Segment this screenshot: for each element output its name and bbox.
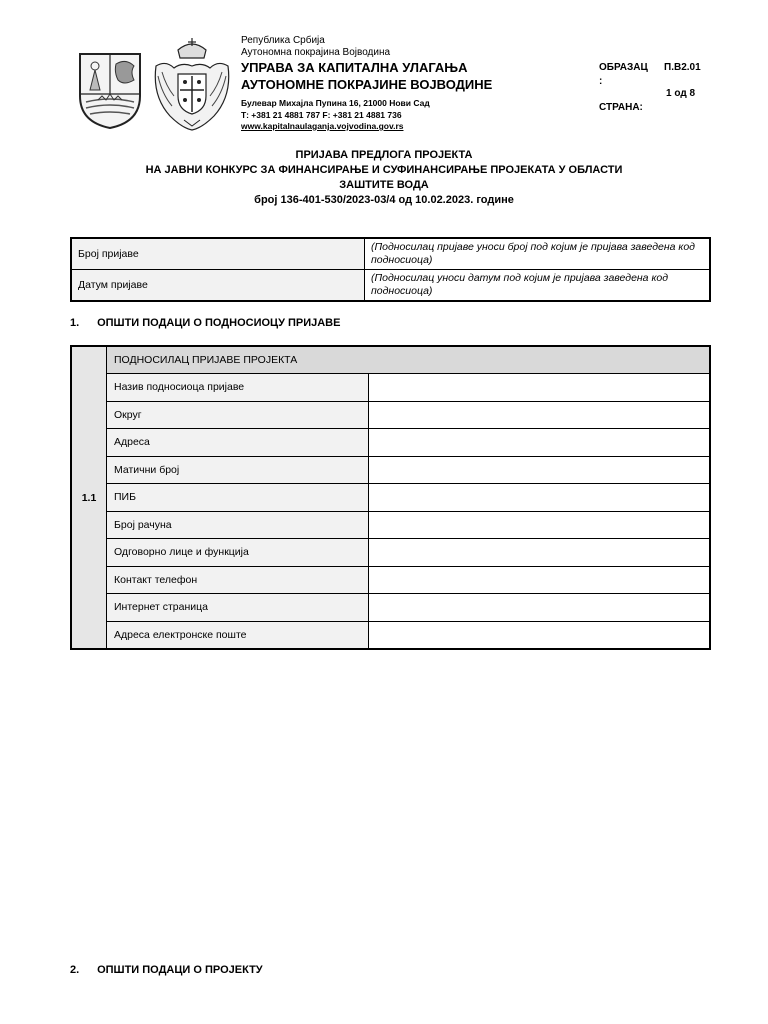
bank-account-field[interactable] (369, 511, 711, 539)
contact-phone-label: Контакт телефон (107, 566, 369, 594)
applicant-name-label: Назив подносиоца пријаве (107, 374, 369, 402)
table-row (71, 238, 710, 270)
registration-id-field[interactable] (369, 456, 711, 484)
section-2-heading (70, 964, 263, 976)
section-2-title: ОПШТИ ПОДАЦИ О ПРОЈЕКТУ (97, 964, 263, 976)
organization-phone-fax: Т: +381 21 4881 787 F: +381 21 4881 736 (241, 110, 402, 120)
serbia-coat-of-arms-icon (148, 36, 236, 134)
document-title (0, 148, 768, 208)
organization-website-link[interactable]: www.kapitalnaulaganja.vojvodina.gov.rs (241, 121, 404, 131)
title-line-4: број 136-401-530/2023-03/4 од 10.02.2023. године (254, 194, 514, 206)
vojvodina-coat-of-arms-icon (76, 50, 144, 130)
applicant-name-field[interactable] (369, 374, 711, 402)
title-line-1: ПРИЈАВА ПРЕДЛОГА ПРОЈЕКТА (295, 149, 473, 161)
republic-name: Република Србија (241, 35, 325, 46)
tax-id-label: ПИБ (107, 484, 369, 512)
applicant-table-header: ПОДНОСИЛАЦ ПРИЈАВЕ ПРОЈЕКТА (107, 346, 711, 374)
contact-phone-field[interactable] (369, 566, 711, 594)
section-1-number: 1. (70, 317, 80, 329)
email-field[interactable] (369, 621, 711, 649)
registration-number-label: Број пријаве (71, 238, 365, 270)
section-2-number: 2. (70, 964, 80, 976)
table-row (71, 484, 710, 512)
table-row (71, 566, 710, 594)
section-1-title: ОПШТИ ПОДАЦИ О ПОДНОСИОЦУ ПРИЈАВЕ (97, 317, 341, 329)
district-field[interactable] (369, 401, 711, 429)
registration-date-field[interactable]: (Подносилац уноси датум под којим је пријава заведена код подносиоца) (365, 270, 711, 302)
org-info (241, 35, 571, 131)
table-row (71, 511, 710, 539)
responsible-person-field[interactable] (369, 539, 711, 567)
province-name: Аутономна покрајина Војводина (241, 47, 391, 58)
table-row (71, 429, 710, 457)
table-header-row (71, 346, 710, 374)
table-row (71, 456, 710, 484)
page-label: СТРАНА: (599, 102, 643, 113)
subsection-number: 1.1 (71, 346, 107, 649)
applicant-table (70, 345, 711, 650)
table-row (71, 594, 710, 622)
website-field[interactable] (369, 594, 711, 622)
registration-table (70, 237, 711, 302)
organization-address: Булевар Михајла Пупина 16, 21000 Нови Сад (241, 98, 430, 108)
organization-name-line1: УПРАВА ЗА КАПИТАЛНА УЛАГАЊА (241, 60, 468, 75)
tax-id-field[interactable] (369, 484, 711, 512)
table-row (71, 270, 710, 302)
registration-id-label: Матични број (107, 456, 369, 484)
address-label: Адреса (107, 429, 369, 457)
district-label: Округ (107, 401, 369, 429)
form-label: ОБРАЗАЦ (599, 62, 648, 73)
bank-account-label: Број рачуна (107, 511, 369, 539)
website-label: Интернет страница (107, 594, 369, 622)
page-value: 1 од 8 (666, 88, 696, 99)
address-field[interactable] (369, 429, 711, 457)
table-row (71, 621, 710, 649)
section-1-heading (70, 317, 340, 329)
table-row (71, 374, 710, 402)
organization-name-line2: АУТОНОМНЕ ПОКРАЈИНЕ ВОЈВОДИНЕ (241, 77, 493, 92)
table-row (71, 539, 710, 567)
form-code: П.В2.01 (664, 62, 701, 73)
title-line-2: НА ЈАВНИ КОНКУРС ЗА ФИНАНСИРАЊЕ И СУФИНАНСИРАЊЕ ПРОЈЕКАТА У ОБЛАСТИ (145, 164, 623, 176)
registration-date-label: Датум пријаве (71, 270, 365, 302)
title-line-3: ЗАШТИТЕ ВОДА (339, 179, 429, 191)
table-row (71, 401, 710, 429)
form-label-colon: : (599, 76, 603, 87)
email-label: Адреса електронске поште (107, 621, 369, 649)
responsible-person-label: Одговорно лице и функција (107, 539, 369, 567)
registration-number-field[interactable]: (Подносилац пријаве уноси број под којим је пријава заведена код подносиоца) (365, 238, 711, 270)
